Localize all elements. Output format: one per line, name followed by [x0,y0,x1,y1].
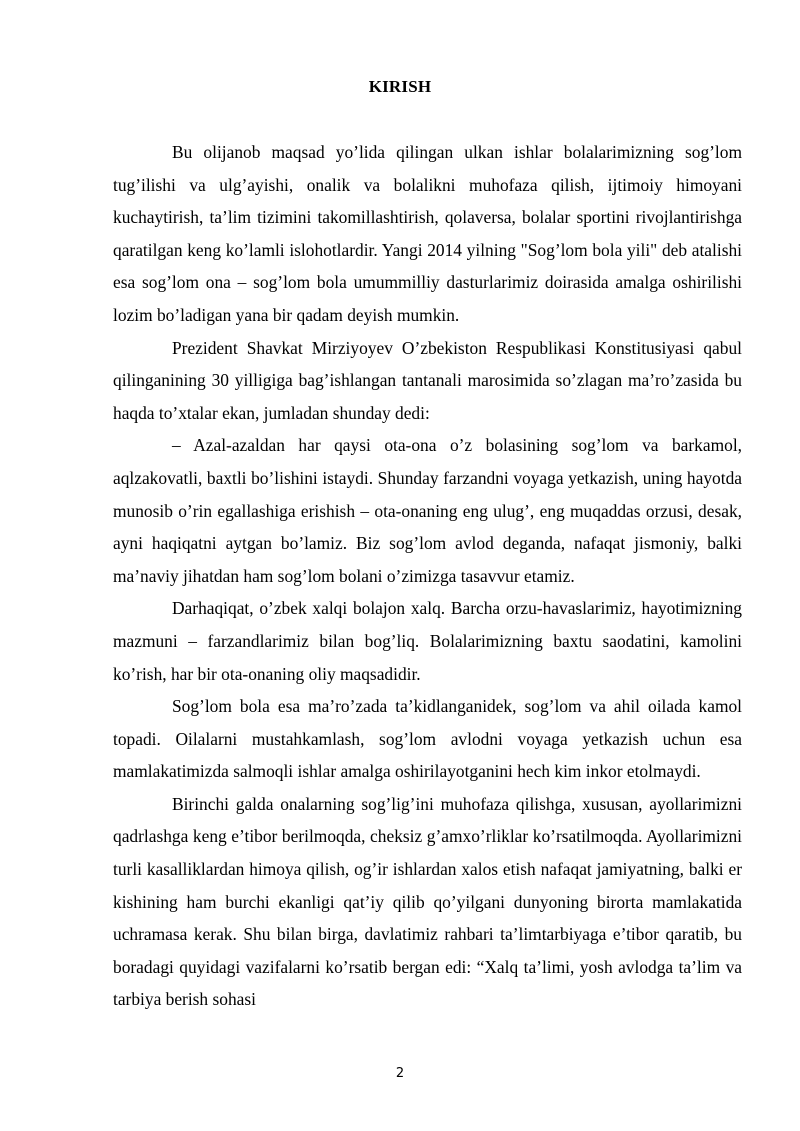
paragraph: Birinchi galda onalarning sog’lig’ini muhofaza qilishga, xususan, ayollarimizni qadrlashga keng e’tibor berilmoqda, cheksiz g’amxo’rliklar ko’rsatilmoqda. Ayollarimizni turli kasalliklardan himoya qilish, og’ir ishlardan xalos etish nafaqat jamiyatning, balki er kishining ham burchi ekanligi qat’iy qilib qo’yilgani dunyoning birorta mamlakatida uchramasa kerak. Shu bilan birga, davlatimiz rahbari ta’limtarbiyaga e’tibor qaratib, bu boradagi quyidagi vazifalarni ko’rsatib bergan edi: “Xalq ta’limi, yosh avlodga ta’lim va tarbiya berish sohasi [113,793,742,1010]
paragraph: Darhaqiqat, o’zbek xalqi bolajon xalq. Barcha orzu-havaslarimiz, hayotimizning mazmuni – farzandlarimiz bilan bog’liq. Bolalarimizning baxtu saodatini, kamolini ko’rish, har bir ota-onaning oliy maqsadidir. [113,598,742,684]
section-heading: KIRISH [368,77,432,96]
body-text [113,136,742,1016]
paragraph: – Azal-azaldan har qaysi ota-ona o’z bolasining sog’lom va barkamol, aqlzakovatli, baxtli bo’lishini istaydi. Shunday farzandni voyaga yetkazish, uning hayotda munosib o’rin egallashiga erishish – ota-onaning eng ulug’, eng muqaddas orzusi, desak, ayni haqiqatni aytgan bo’lamiz. Biz sog’lom avlod deganda, nafaqat jismoniy, balki ma’naviy jihatdan ham sog’lom bolani o’zimizga tasavvur etamiz. [113,435,742,586]
paragraph: Bu olijanob maqsad yo’lida qilingan ulkan ishlar bolalarimizning sog’lom tug’ilishi va ulg’ayishi, onalik va bolalikni muhofaza qilish, ijtimoiy himoyani kuchaytirish, ta’lim tizimini takomillashtirish, qolaversa, bolalar sportini rivojlantirishga qaratilgan keng ko’lamli islohotlardir. Yangi 2014 yilning "Sog’lom bola yili" deb atalishi esa sog’lom ona – sog’lom bola umummilliy dasturlarimiz doirasida amalga oshirilishi lozim bo’ladigan yana bir qadam deyish mumkin. [113,142,742,325]
page-number: 2 [395,1066,405,1081]
paragraph: Prezident Shavkat Mirziyoyev O’zbekiston Respublikasi Konstitusiyasi qabul qilinganining 30 yilligiga bag’ishlangan tantanali marosimida so’zlagan ma’ro’zasida bu haqda to’xtalar ekan, jumladan shunday dedi: [113,337,742,423]
paragraph: Sog’lom bola esa ma’ro’zada ta’kidlanganidek, sog’lom va ahil oilada kamol topadi. Oilalarni mustahkamlash, sog’lom avlodni voyaga yetkazish uchun esa mamlakatimizda salmoqli ishlar amalga oshirilayotganini hech kim inkor etolmaydi. [113,696,742,782]
